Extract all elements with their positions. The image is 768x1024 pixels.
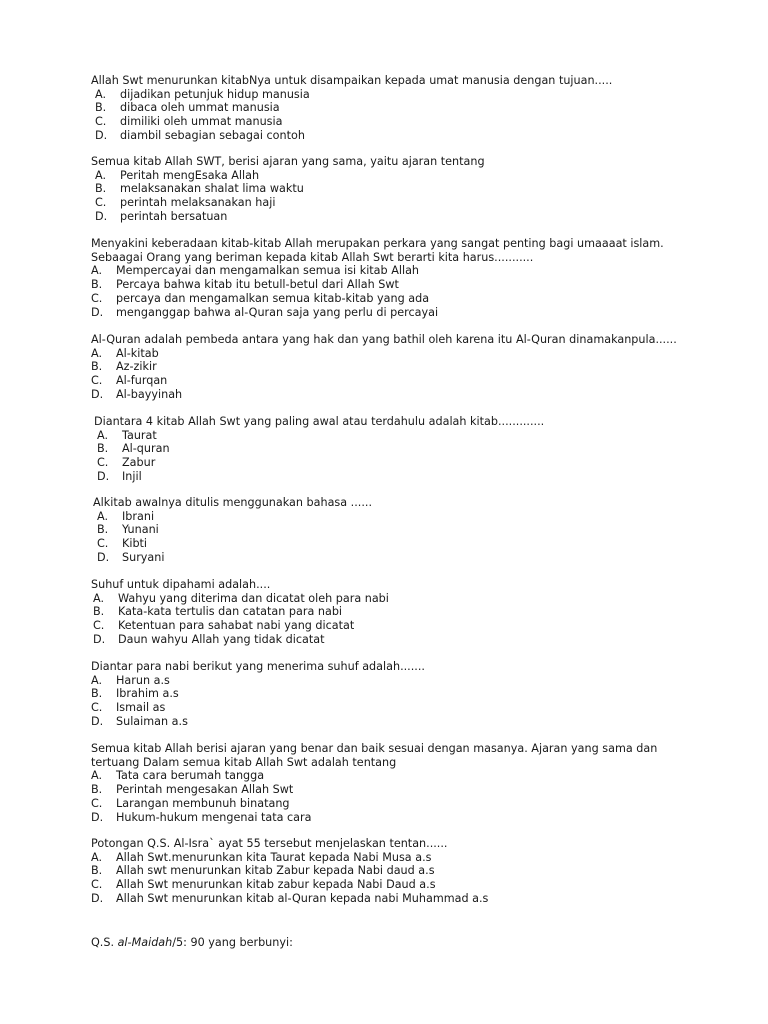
option-text: perintah bersatuan xyxy=(120,209,228,223)
option-a xyxy=(95,169,768,183)
option-letter: B. xyxy=(93,605,105,619)
option-letter: A. xyxy=(95,168,107,182)
option-letter: C. xyxy=(97,456,109,470)
option-text: Zabur xyxy=(122,456,156,470)
option-letter: B. xyxy=(91,783,103,797)
option-d xyxy=(93,633,768,647)
question-stem: Semua kitab Allah SWT, berisi ajaran yang sama, yaitu ajaran tentang xyxy=(91,155,485,168)
option-text: Injil xyxy=(122,469,142,483)
option-b xyxy=(97,442,768,456)
option-b xyxy=(91,864,768,878)
option-text: diambil sebagian sebagai contoh xyxy=(120,128,305,142)
option-letter: B. xyxy=(97,442,109,456)
option-text: Daun wahyu Allah yang tidak dicatat xyxy=(118,632,325,646)
option-a xyxy=(91,264,768,278)
option-c xyxy=(91,292,768,306)
option-letter: A. xyxy=(97,509,109,523)
option-letter: C. xyxy=(95,115,107,129)
option-letter: D. xyxy=(91,714,104,728)
options-list xyxy=(0,851,768,906)
option-text: Peritah mengEsaka Allah xyxy=(120,168,260,182)
option-letter: D. xyxy=(91,810,104,824)
options-list xyxy=(0,592,768,647)
option-text: percaya dan mengamalkan semua kitab-kitab yang ada xyxy=(116,291,430,305)
option-b xyxy=(93,605,768,619)
question-stem: Diantara 4 kitab Allah Swt yang paling awal atau terdahulu adalah kitab............. xyxy=(94,415,545,428)
question-stem: Menyakini keberadaan kitab-kitab Allah merupakan perkara yang sangat penting bagi umaaaat islam. xyxy=(91,237,664,250)
option-d xyxy=(91,892,768,906)
option-c xyxy=(97,537,768,551)
option-text: Al-furqan xyxy=(116,374,168,388)
question-5 xyxy=(0,415,768,484)
option-letter: D. xyxy=(91,387,104,401)
option-a xyxy=(91,674,768,688)
options-list xyxy=(0,88,768,143)
option-letter: C. xyxy=(91,796,103,810)
option-text: Percaya bahwa kitab itu betull-betul dari Allah Swt xyxy=(116,278,399,292)
option-letter: C. xyxy=(97,537,109,551)
option-letter: B. xyxy=(91,687,103,701)
final-line xyxy=(91,936,293,950)
option-text: dimiliki oleh ummat manusia xyxy=(120,115,283,129)
option-d xyxy=(91,388,768,402)
option-text: Al-bayyinah xyxy=(116,387,183,401)
option-text: menganggap bahwa al-Quran saja yang perlu di percayai xyxy=(116,305,439,319)
option-text: Wahyu yang diterima dan dicatat oleh para nabi xyxy=(118,591,389,605)
option-letter: B. xyxy=(95,101,107,115)
option-letter: D. xyxy=(95,209,108,223)
option-b xyxy=(95,101,768,115)
option-letter: B. xyxy=(91,278,103,292)
option-letter: D. xyxy=(93,632,106,646)
option-text: Suryani xyxy=(122,550,165,564)
option-c xyxy=(91,374,768,388)
option-text: Sulaiman a.s xyxy=(116,714,188,728)
option-text: Hukum-hukum mengenai tata cara xyxy=(116,810,312,824)
option-text: Allah Swt menurunkan kitab zabur kepada Nabi Daud a.s xyxy=(116,878,436,892)
question-stem-line-2: tertuang Dalam semua kitab Allah Swt adalah tentang xyxy=(91,755,397,769)
option-letter: D. xyxy=(91,305,104,319)
option-letter: A. xyxy=(91,346,103,360)
option-d xyxy=(97,470,768,484)
option-text: Mempercayai dan mengamalkan semua isi kitab Allah xyxy=(116,264,420,278)
option-letter: C. xyxy=(95,196,107,210)
option-text: Al-quran xyxy=(122,442,170,456)
final-line-suffix: /5: 90 yang berbunyi: xyxy=(172,936,293,949)
option-c xyxy=(95,115,768,129)
question-10 xyxy=(0,837,768,906)
option-letter: A. xyxy=(91,769,103,783)
question-stem: Al-Quran adalah pembeda antara yang hak dan yang bathil oleh karena itu Al-Quran dinamakanpula...... xyxy=(91,333,677,346)
option-d xyxy=(91,306,768,320)
option-text: perintah melaksanakan haji xyxy=(120,196,276,210)
option-text: Larangan membunuh binatang xyxy=(116,796,290,810)
option-letter: A. xyxy=(91,850,103,864)
option-letter: A. xyxy=(95,87,107,101)
question-9 xyxy=(0,742,768,824)
option-d xyxy=(97,551,768,565)
option-letter: C. xyxy=(93,619,105,633)
option-letter: B. xyxy=(95,182,107,196)
option-b xyxy=(97,523,768,537)
option-text: Az-zikir xyxy=(116,360,157,374)
option-letter: B. xyxy=(91,864,103,878)
option-b xyxy=(95,182,768,196)
option-letter: A. xyxy=(91,673,103,687)
option-text: Allah Swt menurunkan kitab al-Quran kepada nabi Muhammad a.s xyxy=(116,891,489,905)
question-4 xyxy=(0,333,768,402)
option-letter: C. xyxy=(91,291,103,305)
option-text: Allah Swt.menurunkan kita Taurat kepada Nabi Musa a.s xyxy=(116,850,432,864)
options-list xyxy=(0,169,768,224)
option-letter: A. xyxy=(91,264,103,278)
option-d xyxy=(95,129,768,143)
option-text: Al-kitab xyxy=(116,346,159,360)
option-text: Ibrahim a.s xyxy=(116,687,179,701)
option-b xyxy=(91,783,768,797)
option-b xyxy=(91,360,768,374)
option-letter: D. xyxy=(97,550,110,564)
option-a xyxy=(97,510,768,524)
option-text: melaksanakan shalat lima waktu xyxy=(120,182,304,196)
option-letter: A. xyxy=(97,428,109,442)
option-b xyxy=(91,687,768,701)
option-letter: D. xyxy=(97,469,110,483)
option-letter: B. xyxy=(91,360,103,374)
options-list xyxy=(0,347,768,402)
final-line-prefix: Q.S. xyxy=(91,936,118,949)
options-list xyxy=(0,429,768,484)
options-list xyxy=(0,264,768,319)
option-letter: C. xyxy=(91,878,103,892)
option-a xyxy=(91,769,768,783)
question-7 xyxy=(0,578,768,647)
question-8 xyxy=(0,660,768,729)
question-3 xyxy=(0,237,768,319)
option-a xyxy=(93,592,768,606)
question-1 xyxy=(0,74,768,143)
option-c xyxy=(91,701,768,715)
question-stem: Allah Swt menurunkan kitabNya untuk disampaikan kepada umat manusia dengan tujuan..... xyxy=(91,74,613,87)
final-line-surah: al-Maidah xyxy=(117,936,173,949)
option-d xyxy=(91,715,768,729)
option-text: Kata-kata tertulis dan catatan para nabi xyxy=(118,605,343,619)
option-letter: C. xyxy=(91,701,103,715)
option-letter: A. xyxy=(93,591,105,605)
option-c xyxy=(91,797,768,811)
option-text: Kibti xyxy=(122,537,148,551)
option-text: Yunani xyxy=(122,523,159,537)
option-a xyxy=(91,347,768,361)
option-text: dibaca oleh ummat manusia xyxy=(120,101,280,115)
option-b xyxy=(91,278,768,292)
option-c xyxy=(93,619,768,633)
options-list xyxy=(0,510,768,565)
options-list xyxy=(0,769,768,824)
option-a xyxy=(95,88,768,102)
option-a xyxy=(91,851,768,865)
option-d xyxy=(95,210,768,224)
question-stem: Semua kitab Allah berisi ajaran yang benar dan baik sesuai dengan masanya. Ajaran yang sama dan xyxy=(91,742,658,755)
option-c xyxy=(97,456,768,470)
option-text: Ibrani xyxy=(122,509,155,523)
option-text: Harun a.s xyxy=(116,673,170,687)
question-stem-line-2: Sebaagai Orang yang beriman kepada kitab Allah Swt berarti kita harus........... xyxy=(91,250,534,264)
option-a xyxy=(97,429,768,443)
option-text: Ismail as xyxy=(116,701,166,715)
option-letter: D. xyxy=(91,891,104,905)
question-stem: Potongan Q.S. Al-Isra` ayat 55 tersebut menjelaskan tentan...... xyxy=(91,837,448,850)
option-text: Ketentuan para sahabat nabi yang dicatat xyxy=(118,619,355,633)
options-list xyxy=(0,674,768,729)
option-d xyxy=(91,811,768,825)
question-stem: Suhuf untuk dipahami adalah.... xyxy=(91,578,271,591)
question-stem: Diantar para nabi berikut yang menerima suhuf adalah....... xyxy=(91,660,425,673)
option-text: Tata cara berumah tangga xyxy=(116,769,265,783)
question-6 xyxy=(0,496,768,565)
option-letter: C. xyxy=(91,374,103,388)
option-text: Allah swt menurunkan kitab Zabur kepada Nabi daud a.s xyxy=(116,864,435,878)
option-text: Taurat xyxy=(122,428,157,442)
option-letter: D. xyxy=(95,128,108,142)
option-c xyxy=(95,196,768,210)
option-letter: B. xyxy=(97,523,109,537)
option-text: dijadikan petunjuk hidup manusia xyxy=(120,87,310,101)
question-stem: Alkitab awalnya ditulis menggunakan bahasa ...... xyxy=(93,496,373,509)
option-c xyxy=(91,878,768,892)
option-text: Perintah mengesakan Allah Swt xyxy=(116,783,294,797)
question-2 xyxy=(0,155,768,224)
